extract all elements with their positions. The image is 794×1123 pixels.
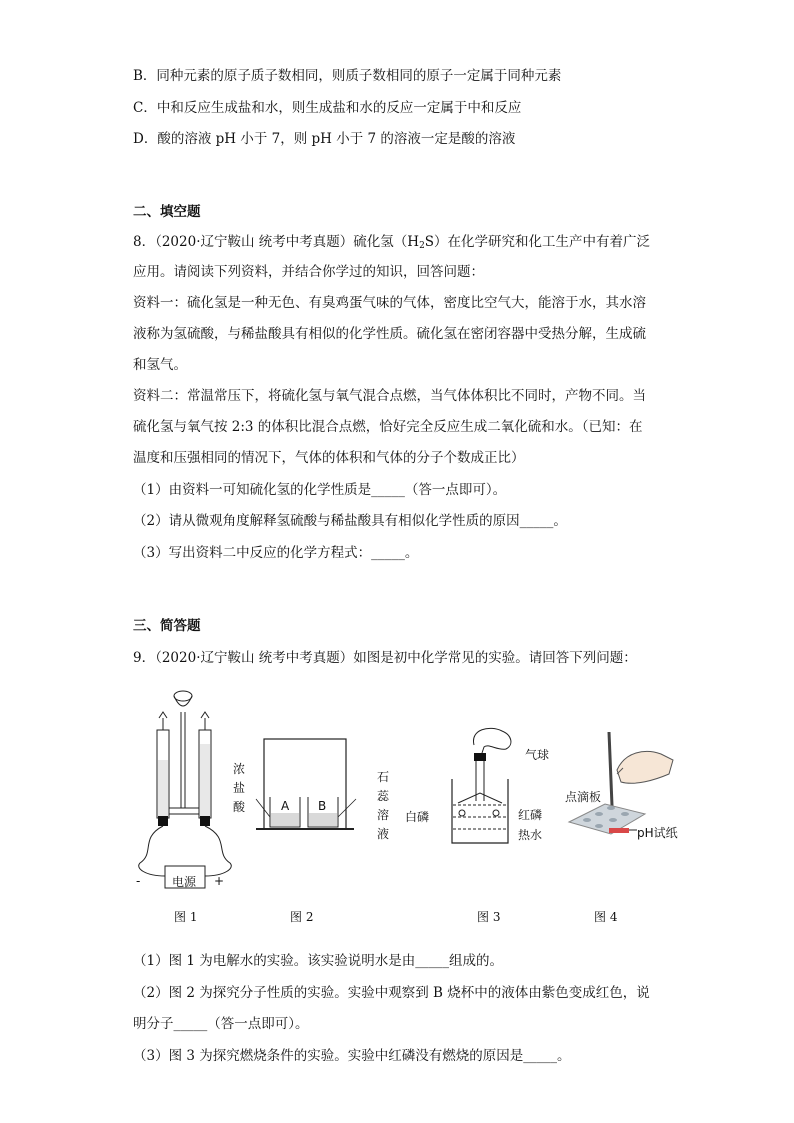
figure-3-caption: 图 3 xyxy=(477,910,501,924)
red-phosphorus-label: 红磷 xyxy=(518,808,543,822)
question-8-sub-1: （1）由资料一可知硫化氢的化学性质是_____（答一点即可）。 xyxy=(133,482,507,498)
figure-3-combustion-apparatus xyxy=(440,725,520,850)
conc-hcl-char-3: 酸 xyxy=(233,800,246,814)
material-1-line-3: 和氢气。 xyxy=(133,357,187,373)
litmus-char-2: 蕊 xyxy=(377,789,390,803)
question-8-line-2: 应用。请阅读下列资料，并结合你学过的知识，回答问题： xyxy=(133,264,484,280)
material-2-line-3: 温度和压强相同的情况下，气体的体积和气体的分子个数成正比） xyxy=(133,450,525,466)
subscript-2: 2 xyxy=(419,241,425,251)
power-source-label: 电源 xyxy=(172,875,197,889)
figure-2-caption: 图 2 xyxy=(290,910,314,924)
question-9-sub-2-line-1: （2）图 2 为探究分子性质的实验。实验中观察到 B 烧杯中的液体由紫色变成红色，说 xyxy=(133,985,650,1001)
question-8-suffix: S）在化学研究和化工生产中有着广泛 xyxy=(424,234,651,250)
conc-hcl-char-2: 盐 xyxy=(233,781,246,795)
litmus-char-1: 石 xyxy=(377,770,390,784)
question-8-prefix: 8．（2020·辽宁鞍山 统考中考真题）硫化氢（H xyxy=(133,234,420,250)
question-8-line-1 xyxy=(133,232,650,256)
section-title-fill-blank: 二、填空题 xyxy=(133,204,201,220)
minus-sign: - xyxy=(136,874,141,888)
figure-1-caption: 图 1 xyxy=(174,910,198,924)
litmus-char-3: 溶 xyxy=(377,808,390,822)
option-c: C．中和反应生成盐和水，则生成盐和水的反应一定属于中和反应 xyxy=(133,100,522,116)
question-9: 9．（2020·辽宁鞍山 统考中考真题）如图是初中化学常见的实验。请回答下列问题： xyxy=(133,650,637,666)
option-b: B．同种元素的原子质子数相同，则质子数相同的原子一定属于同种元素 xyxy=(133,68,562,84)
spot-plate-label: 点滴板 xyxy=(565,790,602,804)
section-title-short-answer: 三、简答题 xyxy=(133,618,201,634)
material-1-line-1: 资料一：硫化氢是一种无色、有臭鸡蛋气味的气体，密度比空气大，能溶于水，其水溶 xyxy=(133,295,646,311)
question-8-sub-3: （3）写出资料二中反应的化学方程式：_____。 xyxy=(133,545,419,561)
question-9-sub-3: （3）图 3 为探究燃烧条件的实验。实验中红磷没有燃烧的原因是_____。 xyxy=(133,1048,571,1064)
beaker-a-label: A xyxy=(281,799,290,813)
plus-sign: + xyxy=(214,874,225,888)
material-2-line-1: 资料二：常温常压下，将硫化氢与氧气混合点燃，当气体体积比不同时，产物不同。当 xyxy=(133,388,646,404)
figure-2-bell-jar xyxy=(250,735,360,835)
white-phosphorus-label: 白磷 xyxy=(405,810,430,824)
ph-paper-label: pH试纸 xyxy=(637,826,678,840)
question-9-sub-1: （1）图 1 为电解水的实验。该实验说明水是由_____组成的。 xyxy=(133,953,504,969)
litmus-char-4: 液 xyxy=(377,827,390,841)
beaker-b-label: B xyxy=(318,799,327,813)
option-d: D．酸的溶液 pH 小于 7，则 pH 小于 7 的溶液一定是酸的溶液 xyxy=(133,131,516,147)
figure-4-caption: 图 4 xyxy=(594,910,618,924)
balloon-label: 气球 xyxy=(525,748,550,762)
hot-water-label: 热水 xyxy=(518,828,543,842)
question-9-sub-2-line-2: 明分子_____（答一点即可）。 xyxy=(133,1016,309,1032)
material-2-line-2: 硫化氢与氧气按 2:3 的体积比混合点燃，恰好完全反应生成二氧化硫和水。（已知：在 xyxy=(133,419,643,435)
question-8-sub-2: （2）请从微观角度解释氢硫酸与稀盐酸具有相似化学性质的原因_____。 xyxy=(133,513,567,529)
material-1-line-2: 液称为氢硫酸，与稀盐酸具有相似的化学性质。硫化氢在密闭容器中受热分解，生成硫 xyxy=(133,326,646,342)
figure-1-electrolysis-apparatus xyxy=(135,688,235,896)
conc-hcl-char-1: 浓 xyxy=(233,762,246,776)
